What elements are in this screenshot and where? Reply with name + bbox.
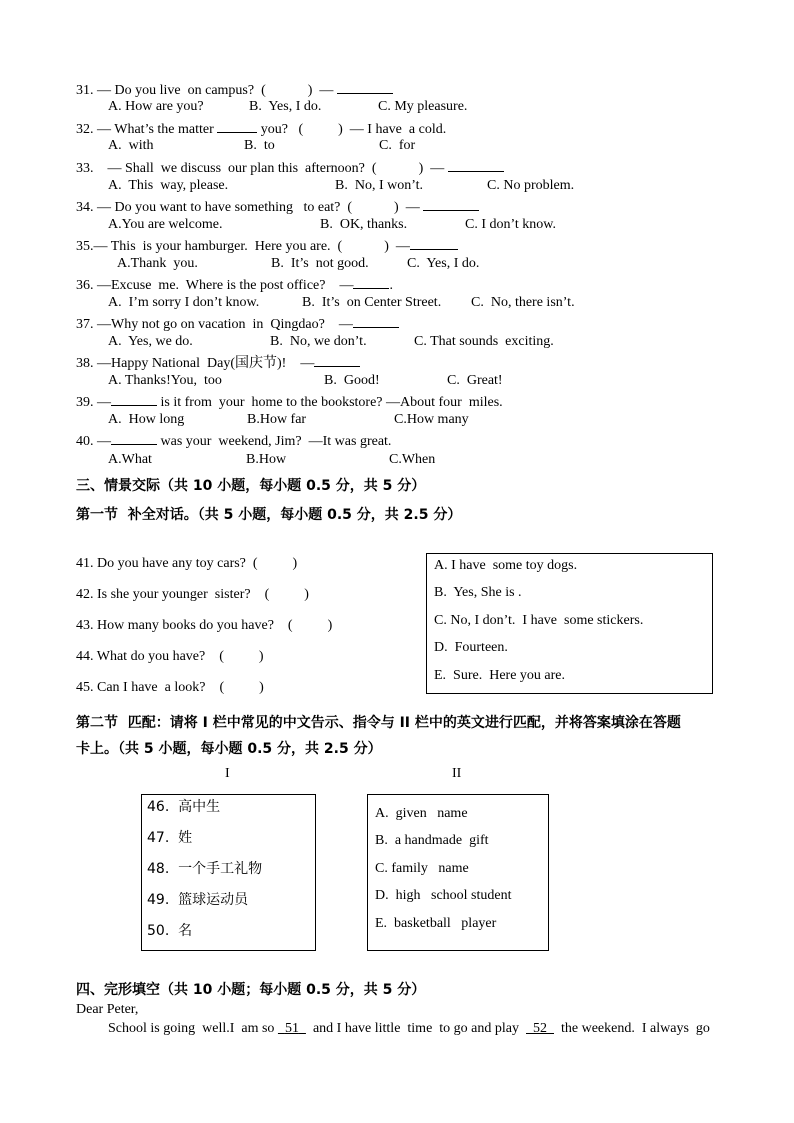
question-33-stem: 33. — Shall we discuss our plan this afternoon? ( ) — (76, 158, 504, 177)
q34-option-b: B. OK, thanks. (320, 217, 408, 232)
q37-option-c: C. That sounds exciting. (414, 334, 554, 349)
column-1-header: I (225, 766, 230, 781)
col2-item-d: D. high school student (375, 888, 512, 903)
q32-option-c: C. for (379, 138, 416, 153)
q35-option-c: C. Yes, I do. (407, 256, 480, 271)
part1-option-c: C. No, I don’t. I have some stickers. (434, 613, 644, 628)
blank-51: 51 (284, 1021, 299, 1036)
answer-blank (448, 158, 504, 172)
question-40-stem: 40. — was your weekend, Jim? —It was great. (76, 431, 391, 450)
question-34-stem: 34. — Do you want to have something to eat? ( ) — (76, 197, 479, 216)
part-2-title-line-2: 卡上。（共 5 小题，每小题 0.5 分，共 2.5 分） (76, 741, 382, 757)
question-39-stem: 39. — is it from your home to the bookstore? —About four miles. (76, 392, 503, 411)
q45: 45. Can I have a look? ( ) (76, 680, 264, 695)
part1-option-a: A. I have some toy dogs. (434, 558, 578, 573)
answer-blank (314, 353, 360, 367)
section-3-title: 三、情景交际（共 10 小题，每小题 0.5 分，共 5 分） (76, 478, 426, 494)
answer-blank (423, 197, 479, 211)
answer-blank (410, 236, 458, 250)
blank-52: 52 (533, 1021, 547, 1036)
part1-option-d: D. Fourteen. (434, 640, 508, 655)
q33-option-b: B. No, I won’t. (335, 178, 424, 193)
q35-option-b: B. It’s not good. (271, 256, 369, 271)
col1-item-50: 50. 名 (147, 923, 193, 939)
q38-option-c: C. Great! (447, 373, 503, 388)
answer-blank (353, 275, 389, 289)
q41: 41. Do you have any toy cars? ( ) (76, 556, 298, 571)
q42: 42. Is she your younger sister? ( ) (76, 587, 309, 602)
q35-option-a: A.Thank you. (117, 256, 198, 271)
q38-option-b: B. Good! (324, 373, 380, 388)
q32-option-b: B. to (244, 138, 275, 153)
q31-option-b: B. Yes, I do. (249, 99, 322, 114)
q40-option-b: B.How (246, 452, 287, 467)
question-38-stem: 38. —Happy National Day(国庆节)! — (76, 353, 360, 372)
part1-option-e: E. Sure. Here you are. (434, 668, 566, 683)
answer-blank (337, 80, 393, 94)
column-1-box (141, 794, 316, 951)
answer-blank (353, 314, 399, 328)
q39-option-c: C.How many (394, 412, 469, 427)
col1-item-48: 48. 一个手工礼物 (147, 861, 263, 877)
question-37-stem: 37. —Why not go on vacation in Qingdao? — (76, 314, 399, 333)
q39-option-a: A. How long (108, 412, 185, 427)
answer-blank (111, 392, 157, 406)
q37-option-b: B. No, we don’t. (270, 334, 367, 349)
part-1-options-box (426, 553, 713, 694)
col1-item-49: 49. 篮球运动员 (147, 892, 249, 908)
q40-option-a: A.What (108, 452, 152, 467)
q36-option-a: A. I’m sorry I don’t know. (108, 295, 260, 310)
letter-greeting: Dear Peter, (76, 1002, 139, 1017)
part-2-title-line-1: 第二节 匹配：请将 I 栏中常见的中文告示、指令与 II 栏中的英文进行匹配，并将答案填涂在答题 (76, 715, 681, 731)
question-36-stem: 36. —Excuse me. Where is the post office? — . (76, 275, 393, 294)
question-32-stem: 32. — What’s the matter you? ( ) — I have a cold. (76, 119, 446, 138)
q33-option-c: C. No problem. (487, 178, 575, 193)
q34-option-c: C. I don’t know. (465, 217, 556, 232)
section-4-title: 四、完形填空（共 10 小题；每小题 0.5 分，共 5 分） (76, 982, 426, 998)
part1-option-b: B. Yes, She is . (434, 585, 522, 600)
col2-item-a: A. given name (375, 806, 468, 821)
q44: 44. What do you have? ( ) (76, 649, 264, 664)
col1-item-47: 47. 姓 (147, 830, 193, 846)
q43: 43. How many books do you have? ( ) (76, 618, 333, 633)
q36-option-b: B. It’s on Center Street. (302, 295, 442, 310)
q40-option-c: C.When (389, 452, 436, 467)
q34-option-a: A.You are welcome. (108, 217, 223, 232)
question-31-stem: 31. — Do you live on campus? ( ) — (76, 80, 393, 99)
q33-option-a: A. This way, please. (108, 178, 229, 193)
q31-option-a: A. How are you? (108, 99, 204, 114)
answer-blank (111, 431, 157, 445)
part-1-title: 第一节 补全对话。（共 5 小题，每小题 0.5 分，共 2.5 分） (76, 507, 462, 523)
q32-option-a: A. with (108, 138, 154, 153)
question-35-stem: 35.— This is your hamburger. Here you are. ( ) — (76, 236, 458, 255)
column-2-box (367, 794, 549, 951)
q37-option-a: A. Yes, we do. (108, 334, 193, 349)
col2-item-b: B. a handmade gift (375, 833, 489, 848)
q39-option-b: B.How far (247, 412, 307, 427)
column-2-header: II (452, 766, 462, 781)
col2-item-e: E. basketball player (375, 916, 497, 931)
answer-blank (217, 119, 257, 133)
q38-option-a: A. Thanks!You, too (108, 373, 222, 388)
col2-item-c: C. family name (375, 861, 469, 876)
q36-option-c: C. No, there isn’t. (471, 295, 575, 310)
letter-line-1: School is going well.I am so 51 and I have little time to go and play 52 the weekend. I always go (108, 1021, 710, 1036)
col1-item-46: 46. 高中生 (147, 799, 221, 815)
q31-option-c: C. My pleasure. (378, 99, 468, 114)
